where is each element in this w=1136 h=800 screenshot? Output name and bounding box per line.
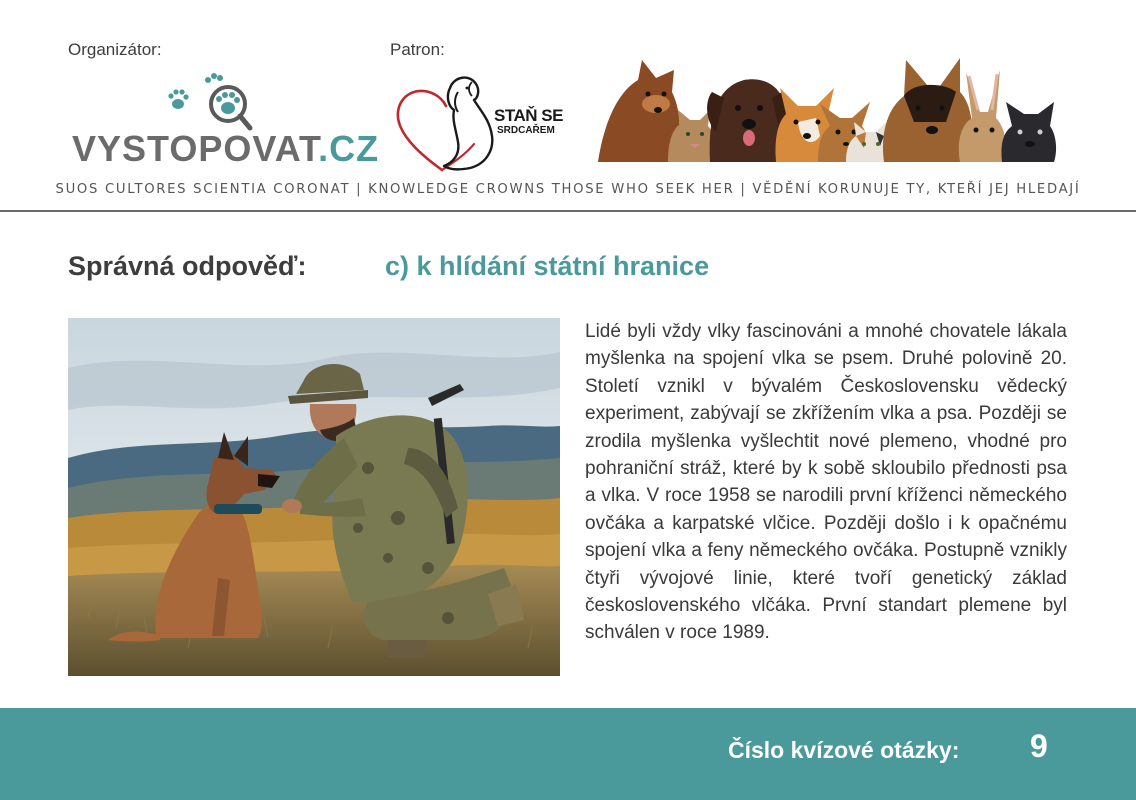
question-number-label: Číslo kvízové otázky: [728,737,960,763]
footer-bar [0,708,1136,800]
organizer-logo-text [72,128,379,170]
animals-banner [594,52,1060,164]
body-text: Lidé byli vždy vlky fascinováni a mnohé chovatele lákala myšlenka na spojení vlka se psem. Druhé polovině 20. Století vznikl v bývalém Československu vědecký experiment, zabývají se zkřížením vlka a psa. Později se zrodila myšlenka vyšlechtit nové plemeno, vhodné pro pohraniční stráž, které by k sobě skloubilo přednosti psa a vlka. V roce 1958 se narodili první kříženci německého ovčáka a karpatské vlčice. Později došlo i k opačnému spojení vlka a feny německého ovčáka. Postupně vznikly čtyři vývojové linie, které tvoří genetický základ československého vlčáka. První standart plemene byl schválen v roce 1989. [585,321,1067,644]
organizer-label: Organizátor: [68,40,162,59]
organizer-logo-name: VYSTOPOVAT [72,128,319,169]
paw-magnifier-icon [168,70,260,136]
organizer-logo[interactable] [72,70,380,170]
french-bulldog-illustration [1001,102,1056,162]
header-divider [0,210,1136,212]
organizer-logo-tld: .CZ [318,128,380,169]
patron-label: Patron: [390,40,445,59]
answer-text: c) k hlídání státní hranice [385,251,710,281]
patron-logo-line2: SRDCAŘEM [497,125,555,136]
patron-logo-line1: STAŇ SE [494,106,563,125]
german-shepherd-illustration [883,58,972,162]
dog-illustration [598,60,680,162]
soldier-with-dog-photo [68,318,560,676]
answer-label: Správná odpověď: [68,251,307,281]
question-number: 9 [1030,728,1048,764]
motto: SUOS CULTORES SCIENTIA CORONAT | KNOWLEDGE CROWNS THOSE WHO SEEK HER | VĚDĚNÍ KORUNUJE TY, KTEŘÍ JEJ HLEDAJÍ [55,182,1081,197]
patron-logo[interactable] [394,70,564,180]
